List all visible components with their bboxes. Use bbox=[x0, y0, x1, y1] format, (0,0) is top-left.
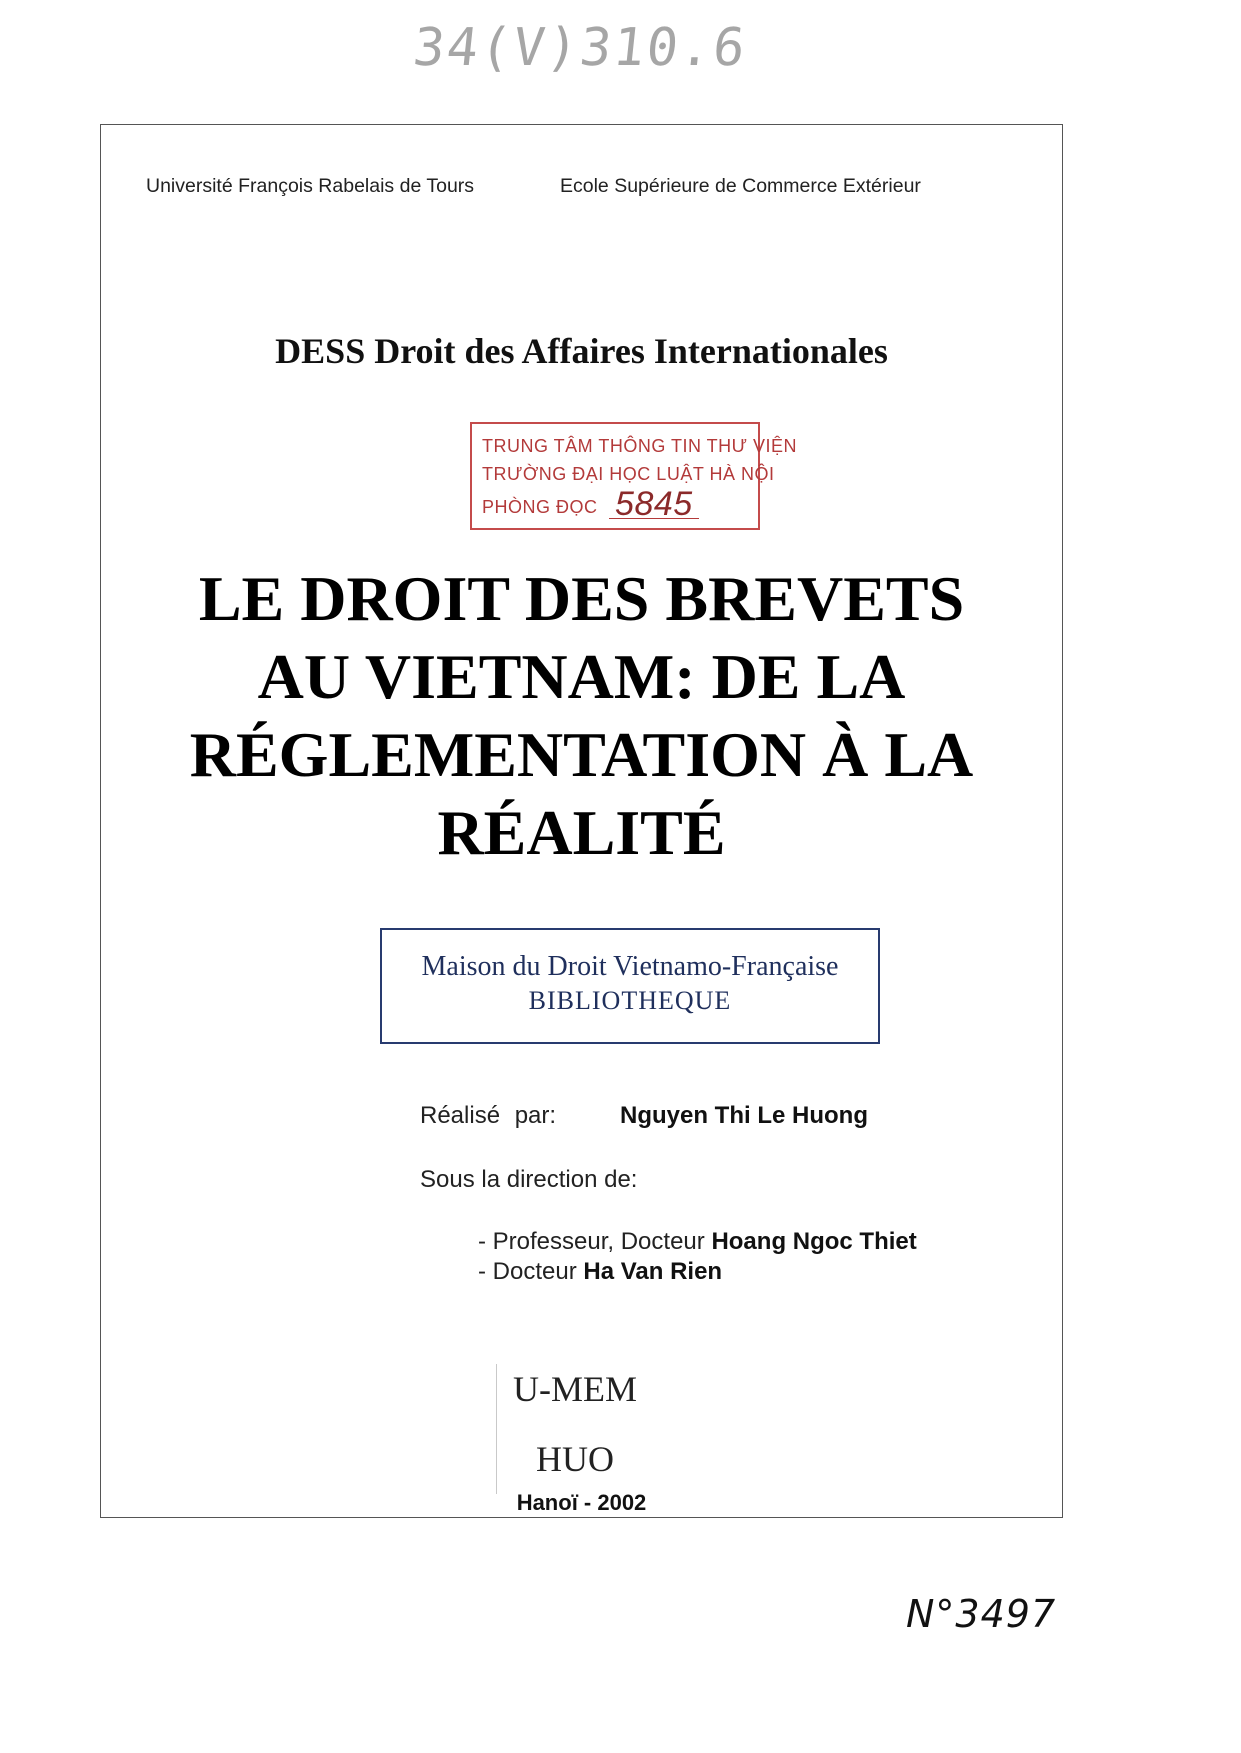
advisor-name: Ha Van Rien bbox=[583, 1258, 723, 1285]
advisor-prefix: - Professeur, Docteur bbox=[478, 1228, 712, 1255]
library-stamp bbox=[470, 422, 798, 530]
maison-du-droit-stamp bbox=[380, 928, 880, 1044]
library-code-line2: HUO bbox=[536, 1439, 614, 1479]
library-stamp-number: 5845 bbox=[609, 490, 699, 519]
author-name: Nguyen Thi Le Huong bbox=[620, 1102, 868, 1129]
advisor-item bbox=[478, 1258, 722, 1286]
library-code-rule bbox=[496, 1364, 497, 1494]
library-stamp-line2: TRƯỜNG ĐẠI HỌC LUẬT HÀ NỘI bbox=[482, 464, 775, 484]
accession-number: N°3497 bbox=[906, 1592, 1057, 1636]
thesis-title bbox=[100, 560, 1063, 872]
author-label: Réalisé par: bbox=[420, 1102, 557, 1129]
university-right: Ecole Supérieure de Commerce Extérieur bbox=[560, 175, 921, 197]
thesis-title-line3: RÉGLEMENTATION À LA bbox=[189, 719, 974, 790]
thesis-title-line4: RÉALITÉ bbox=[437, 797, 726, 868]
library-code-line1: U-MEM bbox=[513, 1369, 637, 1409]
handwritten-reference-number: 34(V)310.6 bbox=[410, 18, 750, 78]
advisor-name: Hoang Ngoc Thiet bbox=[711, 1228, 917, 1255]
library-code bbox=[505, 1354, 645, 1494]
program-title: DESS Droit des Affaires Internationales bbox=[275, 331, 888, 371]
thesis-title-line2: AU VIETNAM: DE LA bbox=[257, 641, 906, 712]
thesis-title-line1: LE DROIT DES BREVETS bbox=[198, 563, 965, 634]
advisor-item bbox=[478, 1228, 917, 1256]
university-left: Université François Rabelais de Tours bbox=[146, 175, 475, 197]
library-stamp-label: PHÒNG ĐỌC bbox=[482, 497, 598, 517]
maison-stamp-line1: Maison du Droit Vietnamo-Française bbox=[421, 951, 839, 982]
advisor-prefix: - Docteur bbox=[478, 1258, 584, 1285]
direction-label: Sous la direction de: bbox=[420, 1166, 638, 1193]
library-stamp-line3 bbox=[482, 485, 758, 523]
library-stamp-line1: TRUNG TÂM THÔNG TIN THƯ VIỆN bbox=[482, 436, 798, 456]
place-date: Hanoï - 2002 bbox=[516, 1490, 647, 1515]
maison-stamp-line2: BIBLIOTHEQUE bbox=[528, 986, 732, 1015]
